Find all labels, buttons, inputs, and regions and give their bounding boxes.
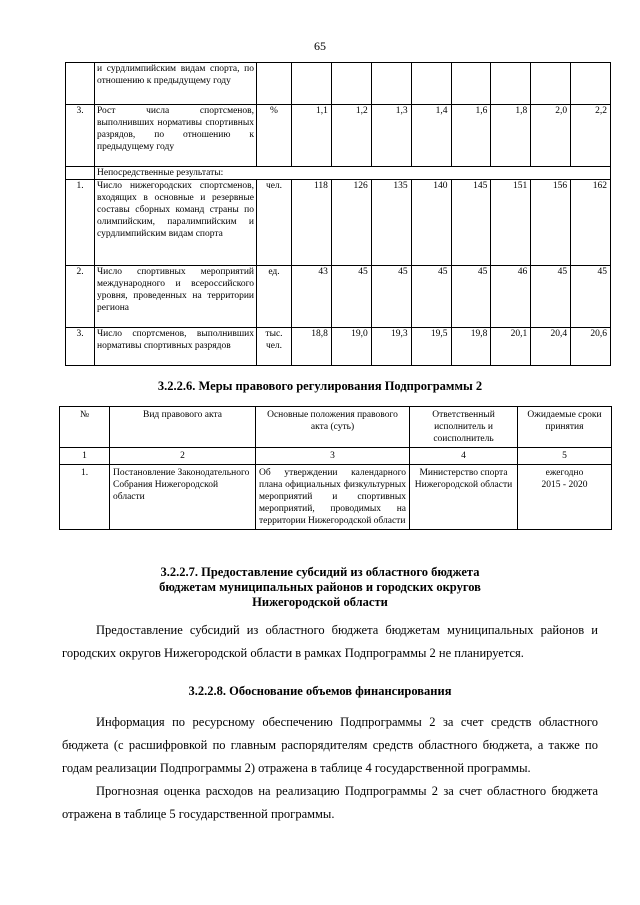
value-cell: 1,6: [451, 105, 491, 167]
column-number: 4: [410, 448, 518, 465]
value-cell: 43: [292, 266, 332, 328]
value-cell: 45: [411, 266, 451, 328]
value-cell: 19,0: [331, 328, 371, 366]
act-essence: Об утверждении календарного плана официальных физкультурных мероприятий и спортивных мероприятий, проводимых на территории Нижегородской области: [256, 465, 410, 530]
indicator-name: Число спортивных мероприятий международного и всероссийского уровня, проведенных на территории региона: [95, 266, 257, 328]
value-cell: 45: [451, 266, 491, 328]
section-228-title: 3.2.2.8. Обоснование объемов финансирования: [188, 684, 452, 698]
value-cell: 1,8: [491, 105, 531, 167]
section-227-paragraph: Предоставление субсидий из областного бюджета бюджетам муниципальных районов и городских округов Нижегородской области в рамках Подпрограммы 2 не планируется.: [62, 623, 598, 660]
value-cell: 151: [491, 180, 531, 266]
value-cell: 1,4: [411, 105, 451, 167]
table-header-row: [60, 407, 612, 448]
value-cell: 20,1: [491, 328, 531, 366]
value-cell: 20,4: [531, 328, 571, 366]
value-cell: 1,3: [371, 105, 411, 167]
indicators-table: [65, 62, 611, 366]
value-cell: 1,2: [331, 105, 371, 167]
value-cell: 2,0: [531, 105, 571, 167]
column-number: 2: [110, 448, 256, 465]
value-cell: 45: [571, 266, 611, 328]
indicator-name: Число спортсменов, выполнивших нормативы спортивных разрядов: [95, 328, 257, 366]
column-number: 3: [256, 448, 410, 465]
section-227-title: 3.2.2.7. Предоставление субсидий из областного бюджета бюджетам муниципальных районов и городских округов Нижегородской области: [159, 565, 481, 609]
value-cell: 20,6: [571, 328, 611, 366]
header-cell: №: [60, 407, 110, 448]
act-executor: Министерство спорта Нижегородской области: [410, 465, 518, 530]
indicator-name: и сурдлимпийским видам спорта, по отношению к предыдущему году: [95, 63, 257, 105]
unit: ед.: [257, 266, 292, 328]
value-cell: 118: [292, 180, 332, 266]
table-row: [66, 266, 611, 328]
value-cell: 145: [451, 180, 491, 266]
column-number: 5: [518, 448, 612, 465]
unit: чел.: [257, 180, 292, 266]
table-row: [60, 465, 612, 530]
column-number-row: [60, 448, 612, 465]
term-frequency: ежегодно: [545, 468, 584, 478]
indicator-name: Число нижегородских спортсменов, входящих в основные и резервные составы сборных команд страны по олимпийским, паралимпийским и сурдлимпийским видам спорта: [95, 180, 257, 266]
act-type: Постановление Законодательного Собрания Нижегородской области: [110, 465, 256, 530]
section-226-title: 3.2.2.6. Меры правового регулирования Подпрограммы 2: [157, 379, 483, 393]
unit: тыс. чел.: [257, 328, 292, 366]
table-row: [66, 328, 611, 366]
value-cell: 2,2: [571, 105, 611, 167]
term-years: 2015 - 2020: [541, 480, 588, 490]
table-row: [66, 167, 611, 180]
value-cell: 162: [571, 180, 611, 266]
row-number: 2.: [66, 266, 95, 328]
value-cell: 18,8: [292, 328, 332, 366]
page-number: 65: [314, 39, 326, 53]
row-number: 3.: [66, 105, 95, 167]
header-cell: Ответственный исполнитель и соисполнитель: [410, 407, 518, 448]
section-228-paragraph-1: Информация по ресурсному обеспечению Подпрограммы 2 за счет средств областного бюджета (с расшифровкой по главным распорядителям средств областного бюджета, а также по годам реализации Подпрограммы 2) отражена в таблице 4 государственной программы.: [62, 715, 598, 775]
value-cell: 156: [531, 180, 571, 266]
value-cell: 1,1: [292, 105, 332, 167]
row-number: 3.: [66, 328, 95, 366]
value-cell: 46: [491, 266, 531, 328]
row-number: 1.: [66, 180, 95, 266]
legal-acts-table: [59, 406, 612, 530]
indicator-name: Рост числа спортсменов, выполнивших нормативы спортивных разрядов, по отношению к предыдущему году: [95, 105, 257, 167]
header-cell: Ожидаемые сроки принятия: [518, 407, 612, 448]
unit: %: [257, 105, 292, 167]
row-number: 1.: [60, 465, 110, 530]
header-cell: Вид правового акта: [110, 407, 256, 448]
table-row: [66, 63, 611, 105]
table-row: [66, 105, 611, 167]
value-cell: 135: [371, 180, 411, 266]
section-label: Непосредственные результаты:: [95, 167, 611, 180]
table-row: [66, 180, 611, 266]
value-cell: 19,8: [451, 328, 491, 366]
column-number: 1: [60, 448, 110, 465]
value-cell: 19,5: [411, 328, 451, 366]
section-228-paragraph-2: Прогнозная оценка расходов на реализацию Подпрограммы 2 за счет областного бюджета отражена в таблице 5 государственной программы.: [62, 784, 598, 821]
value-cell: 140: [411, 180, 451, 266]
value-cell: 19,3: [371, 328, 411, 366]
value-cell: 45: [371, 266, 411, 328]
value-cell: 45: [531, 266, 571, 328]
value-cell: 45: [331, 266, 371, 328]
header-cell: Основные положения правового акта (суть): [256, 407, 410, 448]
act-term: [518, 465, 612, 530]
value-cell: 126: [331, 180, 371, 266]
